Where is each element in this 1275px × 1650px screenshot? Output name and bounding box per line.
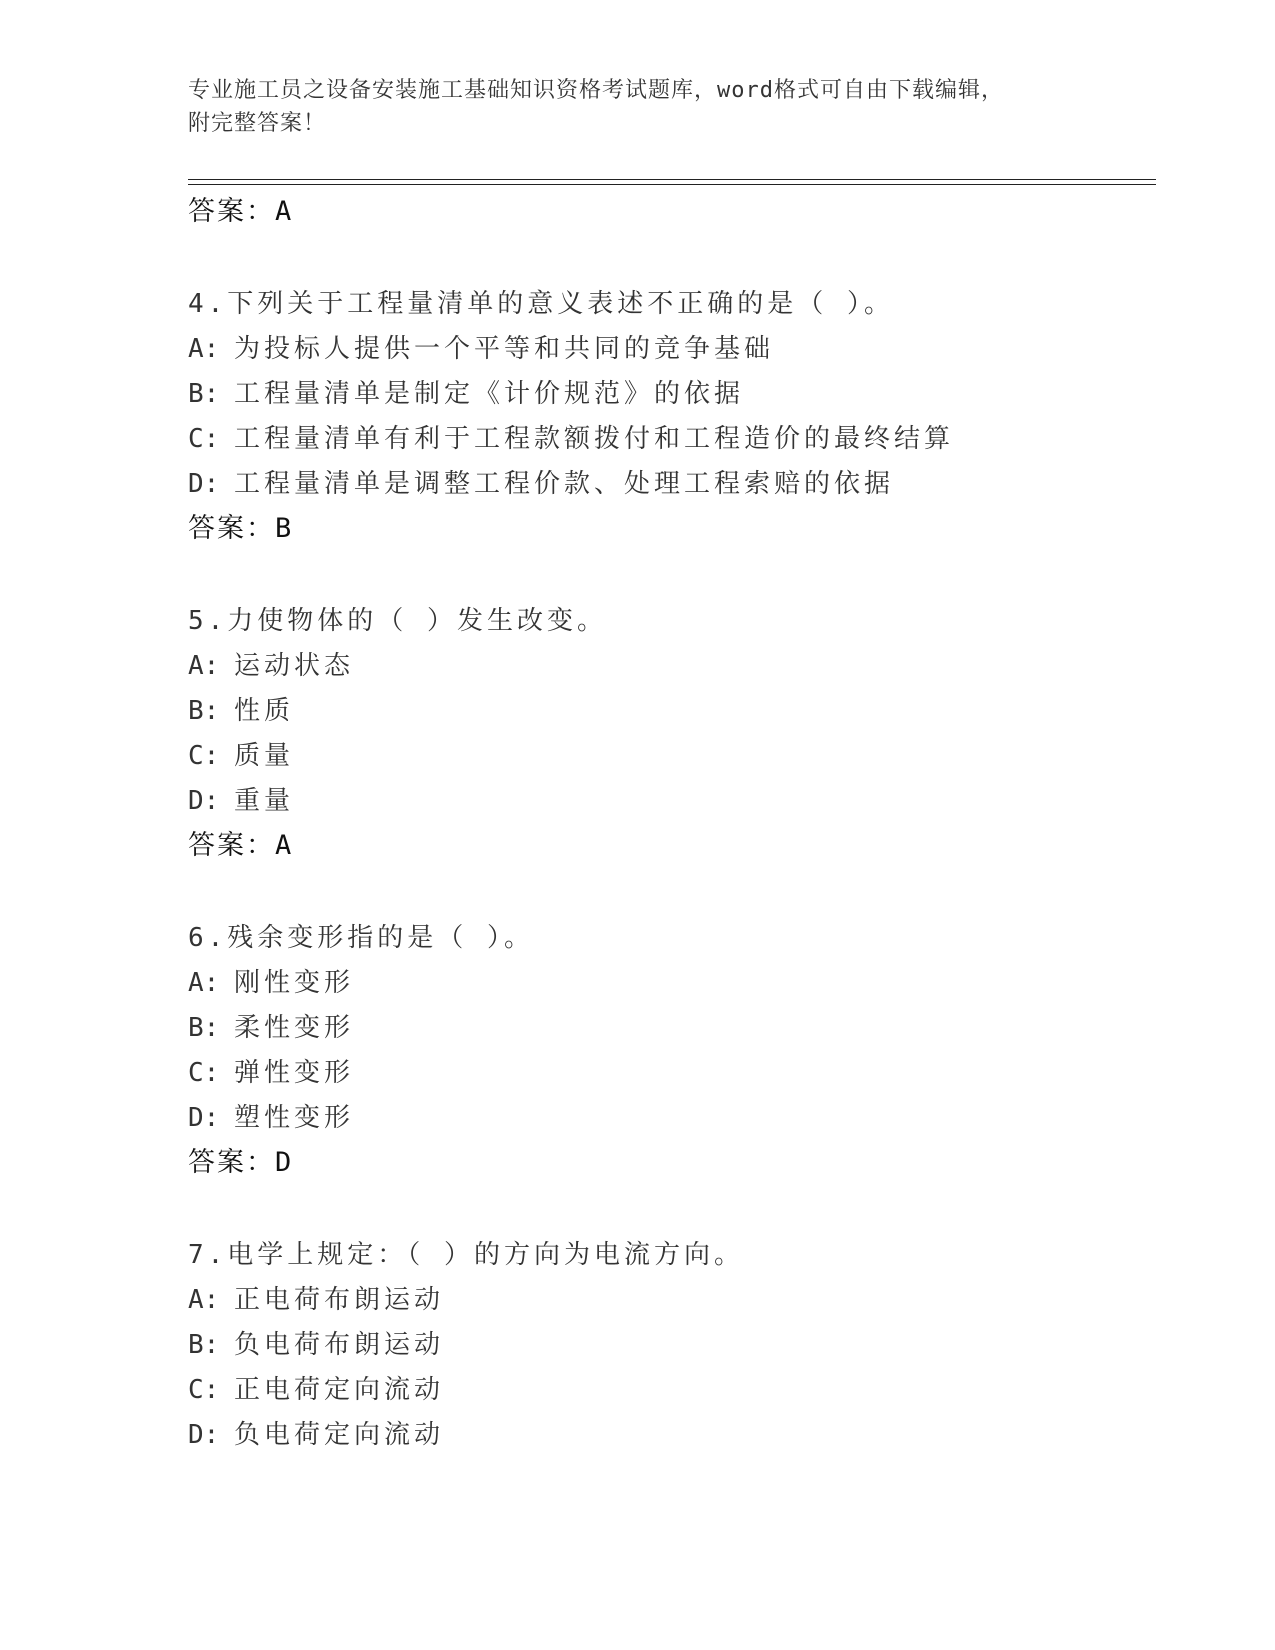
question-block: [188, 1233, 1148, 1458]
answer-line: [188, 824, 1148, 868]
option-text: 重量: [234, 786, 295, 816]
option-key: C:: [188, 424, 220, 454]
option-text: 弹性变形: [234, 1058, 355, 1088]
header-rule-top: [188, 179, 1156, 180]
option-key: A:: [188, 651, 220, 681]
option-a: [188, 644, 1148, 689]
option-c: [188, 1368, 1148, 1413]
option-text: 柔性变形: [234, 1013, 355, 1043]
answer-label: 答案：: [188, 196, 275, 227]
option-key: B:: [188, 1013, 220, 1043]
option-c: [188, 417, 1148, 462]
option-key: A:: [188, 1285, 220, 1315]
option-a: [188, 1278, 1148, 1323]
option-key: C:: [188, 1375, 220, 1405]
option-key: D:: [188, 1103, 220, 1133]
option-key: A:: [188, 968, 220, 998]
option-text: 刚性变形: [234, 968, 355, 998]
option-text: 性质: [234, 696, 295, 726]
option-key: B:: [188, 696, 220, 726]
option-b: [188, 1006, 1148, 1051]
option-text: 正电荷布朗运动: [234, 1285, 445, 1315]
answer-value: B: [275, 513, 293, 544]
option-key: D:: [188, 469, 220, 499]
option-b: [188, 372, 1148, 417]
answer-value: A: [275, 196, 293, 227]
option-key: B:: [188, 379, 220, 409]
option-text: 为投标人提供一个平等和共同的竞争基础: [234, 334, 775, 364]
question-block: [188, 599, 1148, 868]
question-block: [188, 282, 1148, 551]
option-key: B:: [188, 1330, 220, 1360]
option-b: [188, 689, 1148, 734]
option-text: 塑性变形: [234, 1103, 355, 1133]
option-d: [188, 779, 1148, 824]
question-text: 7.电学上规定：（ ）的方向为电流方向。: [188, 1240, 744, 1270]
answer-label: 答案：: [188, 1147, 275, 1178]
option-a: [188, 961, 1148, 1006]
answer-line: [188, 1141, 1148, 1185]
option-text: 质量: [234, 741, 295, 771]
option-key: C:: [188, 1058, 220, 1088]
question-text: 5.力使物体的（ ）发生改变。: [188, 606, 607, 636]
option-a: [188, 327, 1148, 372]
answer-label: 答案：: [188, 830, 275, 861]
option-key: D:: [188, 1420, 220, 1450]
answer-label: 答案：: [188, 513, 275, 544]
option-c: [188, 1051, 1148, 1096]
question-text: 6.残余变形指的是（ ）。: [188, 923, 534, 953]
header-line-2: 附完整答案！: [188, 111, 327, 136]
option-c: [188, 734, 1148, 779]
answer-line: [188, 190, 1148, 234]
header-rule-bottom: [188, 184, 1156, 185]
answer-line: [188, 507, 1148, 551]
option-text: 运动状态: [234, 651, 355, 681]
question-text: 4.下列关于工程量清单的意义表述不正确的是（ ）。: [188, 289, 894, 319]
option-key: C:: [188, 741, 220, 771]
option-d: [188, 462, 1148, 507]
answer-value: D: [275, 1147, 293, 1178]
question-block: [188, 916, 1148, 1185]
option-key: A:: [188, 334, 220, 364]
option-text: 工程量清单是调整工程价款、处理工程索赔的依据: [234, 469, 895, 499]
option-text: 工程量清单是制定《计价规范》的依据: [234, 379, 745, 409]
option-key: D:: [188, 786, 220, 816]
header-line-1: 专业施工员之设备安装施工基础知识资格考试题库，word格式可自由下载编辑，: [188, 78, 1004, 103]
option-text: 负电荷布朗运动: [234, 1330, 445, 1360]
document-header: [188, 74, 1088, 140]
option-text: 工程量清单有利于工程款额拨付和工程造价的最终结算: [234, 424, 955, 454]
option-d: [188, 1096, 1148, 1141]
option-b: [188, 1323, 1148, 1368]
question-list: [188, 190, 1148, 1458]
option-d: [188, 1413, 1148, 1458]
option-text: 正电荷定向流动: [234, 1375, 445, 1405]
option-text: 负电荷定向流动: [234, 1420, 445, 1450]
answer-value: A: [275, 830, 293, 861]
